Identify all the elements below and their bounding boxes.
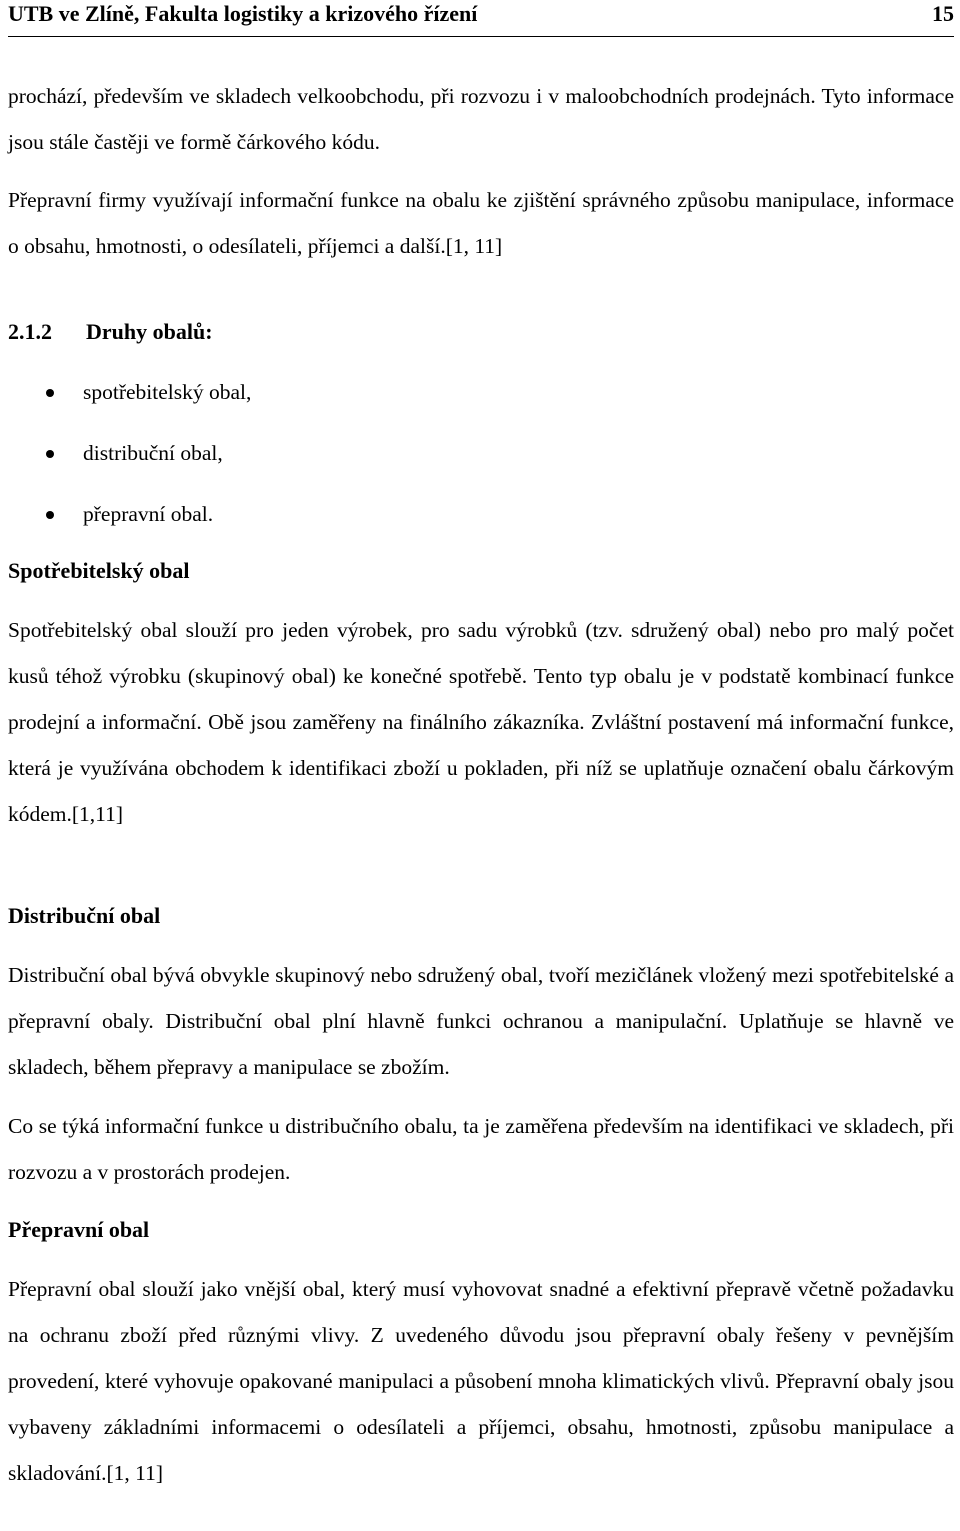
section-number: 2.1.2 xyxy=(8,319,52,344)
header-title: UTB ve Zlíně, Fakulta logistiky a krizového řízení xyxy=(8,1,478,26)
bullet-icon xyxy=(46,450,54,458)
distribution-paragraph-2-text: Co se týká informační funkce u distribučního obalu, ta je zaměřena především na identifikaci ve skladech, při rozvozu a v prostorách prodejen. xyxy=(8,1114,954,1184)
list-item-text: přepravní obal. xyxy=(83,502,214,526)
page-number: 15 xyxy=(932,1,954,26)
intro-paragraph-1-text: prochází, především ve skladech velkoobchodu, při rozvozu i v maloobchodních prodejnách. Tyto informace jsou stále častěji ve formě čárkového kódu. xyxy=(8,84,954,154)
list-item-text: distribuční obal, xyxy=(83,441,223,465)
consumer-packaging-text: Spotřebitelský obal slouží pro jeden výrobek, pro sadu výrobků (tzv. sdružený obal) nebo pro malý počet kusů téhož výrobku (skupinový obal) ke konečné spotřebě. Tento typ obalu je v podstatě kombinací funkce prodejní a informační. Obě jsou zaměřeny na finálního zákazníka. Zvláštní postavení má informační funkce, která je využívána obchodem k identifikaci zboží u pokladen, při níž se uplatňuje označení obalu čárkovým kódem.[1,11] xyxy=(8,618,954,826)
list-item xyxy=(8,438,954,499)
transport-packaging-paragraph xyxy=(8,1266,954,1496)
bullet-icon xyxy=(46,511,54,519)
intro-paragraph-1 xyxy=(8,73,954,165)
consumer-packaging-heading: Spotřebitelský obal xyxy=(8,558,190,583)
section-heading xyxy=(8,317,213,347)
transport-packaging-heading: Přepravní obal xyxy=(8,1217,150,1242)
intro-paragraph-2 xyxy=(8,177,954,269)
distribution-packaging-heading: Distribuční obal xyxy=(8,903,161,928)
distribution-paragraph-1-text: Distribuční obal bývá obvykle skupinový nebo sdružený obal, tvoří mezičlánek vložený mezi spotřebitelské a přepravní obaly. Distribuční obal plní hlavně funkci ochranou a manipulační. Uplatňuje se hlavně ve skladech, během přepravy a manipulace se zbožím. xyxy=(8,963,954,1079)
packaging-types-list xyxy=(8,377,954,560)
section-title: Druhy obalů: xyxy=(86,319,213,344)
consumer-packaging-paragraph xyxy=(8,607,954,837)
list-item xyxy=(8,377,954,438)
distribution-paragraph-1 xyxy=(8,952,954,1090)
bullet-icon xyxy=(46,389,54,397)
list-item-text: spotřebitelský obal, xyxy=(83,380,252,404)
distribution-paragraph-2 xyxy=(8,1103,954,1195)
list-item xyxy=(8,499,954,560)
page-header xyxy=(8,0,954,37)
transport-packaging-text: Přepravní obal slouží jako vnější obal, který musí vyhovovat snadné a efektivní přepravě včetně požadavku na ochranu zboží před různými vlivy. Z uvedeného důvodu jsou přepravní obaly řešeny v pevnějším provedení, které vyhovuje opakované manipulaci a působení mnoha klimatických vlivů. Přepravní obaly jsou vybaveny základními informacemi o odesílateli a příjemci, obsahu, hmotnosti, způsobu manipulace a skladování.[1, 11] xyxy=(8,1277,954,1485)
intro-paragraph-2-text: Přepravní firmy využívají informační funkce na obalu ke zjištění správného způsobu manipulace, informace o obsahu, hmotnosti, o odesílateli, příjemci a další.[1, 11] xyxy=(8,188,954,258)
